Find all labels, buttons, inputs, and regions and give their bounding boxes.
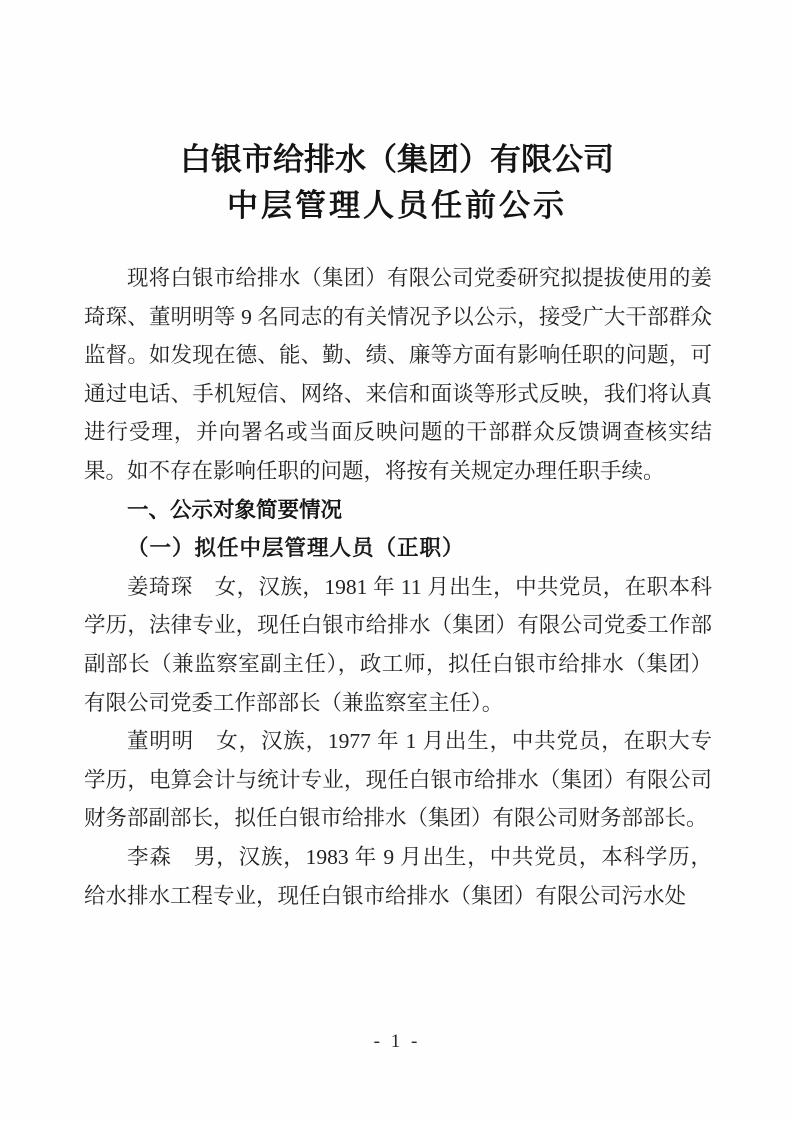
document-title-line2: 中层管理人员任前公示 (227, 188, 567, 223)
subsection-heading: （一）拟任中层管理人员（正职） (127, 536, 465, 561)
intro-paragraph: 现将白银市给排水（集团）有限公司党委研究拟提拔使用的姜琦琛、董明明等 9 名同志的有关情况予以公示，接受广大干部群众监督。如发现在德、能、勤、绩、廉等方面有影响任职的问题，可通过电话、手机短信、网络、来信和面谈等形式反映，我们将认真进行受理，并向署名或当面反映问题的干部群众反馈调查核实结果。如不存在影响任职的问题，将按有关规定办理任职手续。 (84, 266, 712, 483)
document-title (0, 137, 794, 229)
document-title-line1: 白银市给排水（集团）有限公司 (180, 142, 614, 177)
page-number: - 1 - (373, 1031, 421, 1052)
person-paragraph: 姜琦琛 女，汉族，1981 年 11 月出生，中共党员，在职本科学历，法律专业，现任白银市给排水（集团）有限公司党委工作部副部长（兼监察室副主任），政工师，拟任白银市给排水（集团）有限公司党委工作部部长（兼监察室主任）。 (84, 574, 712, 715)
document-body (84, 259, 712, 915)
section-heading: 一、公示对象简要情况 (127, 497, 343, 522)
person-paragraph: 董明明 女，汉族，1977 年 1 月出生，中共党员，在职大专学历，电算会计与统计专业，现任白银市给排水（集团）有限公司财务部副部长，拟任白银市给排水（集团）有限公司财务部部长。 (84, 729, 712, 831)
person-paragraph: 李森 男，汉族，1983 年 9 月出生，中共党员，本科学历，给水排水工程专业，现任白银市给排水（集团）有限公司污水处 (84, 844, 712, 908)
